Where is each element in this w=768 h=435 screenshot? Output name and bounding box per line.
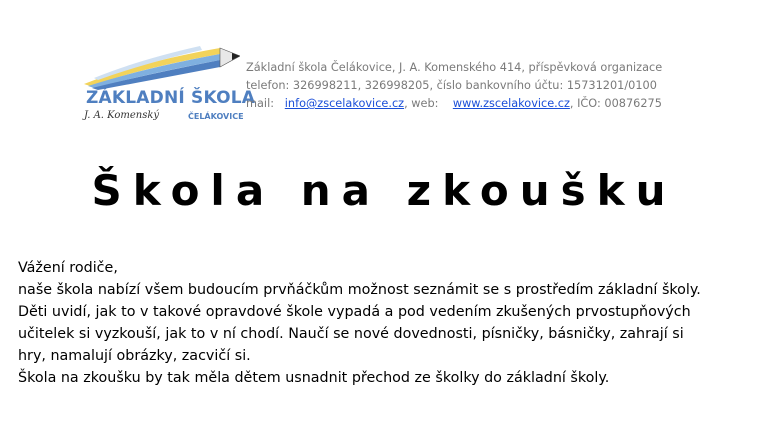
body-line: hry, namalují obrázky, zacvičí si. (18, 348, 251, 364)
pencil-logo-icon (80, 40, 240, 90)
ico-text: , IČO: 00876275 (569, 97, 662, 110)
header-line-phone: telefon: 326998211, 326998205, číslo bankovního účtu: 15731201/0100 (246, 79, 657, 92)
school-logo (80, 40, 256, 132)
body-line: Škola na zkoušku by tak měla dětem usnadnit přechod ze školky do základní školy. (18, 370, 610, 386)
body-line: učitelek si vyzkouší, jak to v ní chodí. Naučí se nové dovednosti, písničky, básničky, zahrají si (18, 326, 684, 342)
page-title: Škola na zkoušku (91, 166, 677, 215)
header-line-contacts (246, 95, 662, 113)
email-link[interactable]: info@zscelakovice.cz (284, 97, 405, 110)
body-text (18, 257, 763, 389)
body-line: Děti uvidí, jak to v takové opravdové škole vypadá a pod vedením zkušených prvostupňových (18, 304, 691, 320)
mail-label: mail: (246, 97, 275, 110)
body-line: naše škola nabízí všem budoucím prvňáčkům možnost seznámit se s prostředím základní školy. (18, 282, 701, 298)
logo-signature: J. A. Komenský (84, 110, 160, 121)
header-line-address: Základní škola Čelákovice, J. A. Komenského 414, příspěvková organizace (246, 61, 663, 74)
web-label: , web: (404, 97, 439, 110)
header-contact (246, 59, 662, 113)
body-line: Vážení rodiče, (18, 260, 118, 276)
logo-title: ZÁKLADNÍ ŠKOLA (86, 88, 256, 108)
web-link[interactable]: www.zscelakovice.cz (452, 97, 570, 110)
logo-city: ČELÁKOVICE (188, 112, 244, 121)
